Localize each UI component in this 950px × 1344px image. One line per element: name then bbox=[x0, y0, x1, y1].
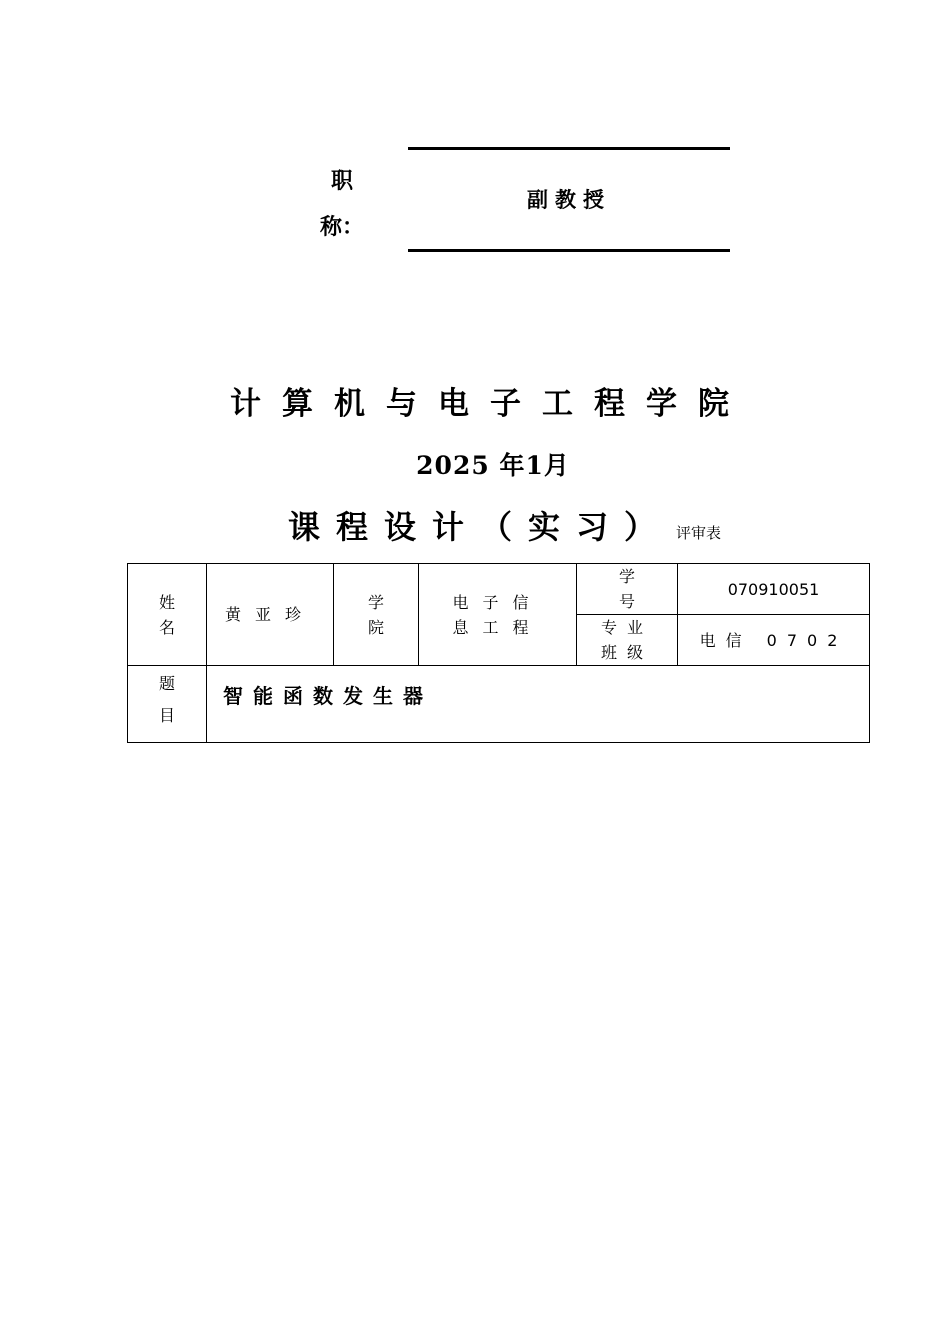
course-heading bbox=[288, 502, 721, 548]
title-underline-bottom bbox=[408, 249, 730, 252]
topic-label-line1: 题 bbox=[158, 674, 175, 693]
title-label-line1: 职 bbox=[330, 168, 353, 194]
title-field-value: 副教授 bbox=[527, 187, 611, 212]
student-id-label-line2: 号 bbox=[618, 592, 635, 611]
course-title: 课程设计（实习） bbox=[288, 508, 673, 546]
name-label-line1: 姓 bbox=[158, 592, 175, 612]
title-underline-top bbox=[408, 147, 730, 150]
student-id-value-cell: 070910051 bbox=[678, 564, 870, 615]
college-label-cell bbox=[334, 564, 419, 666]
class-label-line2: 班级 bbox=[600, 643, 653, 662]
title-label-line2: 称： bbox=[319, 214, 364, 240]
student-id-label-line1: 学 bbox=[618, 567, 635, 586]
topic-label-line2: 目 bbox=[158, 706, 175, 725]
student-id-label-cell bbox=[577, 564, 678, 615]
class-label-line1: 专业 bbox=[600, 618, 653, 637]
college-value-line1: 电子信 bbox=[452, 592, 543, 612]
name-label-cell bbox=[128, 564, 207, 666]
college-value-cell bbox=[419, 564, 577, 666]
class-label-cell bbox=[577, 615, 678, 666]
course-title-suffix: 评审表 bbox=[676, 524, 722, 542]
topic-label-cell bbox=[128, 666, 207, 743]
college-label-line1: 学 bbox=[367, 592, 384, 612]
report-date: 2025 年1月 bbox=[416, 451, 570, 480]
title-field-label bbox=[312, 158, 372, 250]
college-name: 计算机与电子工程学院 bbox=[230, 386, 750, 422]
name-label-line2: 名 bbox=[158, 617, 175, 637]
college-value-line2: 息工程 bbox=[452, 617, 543, 637]
class-value-cell: 电信 0702 bbox=[678, 615, 870, 666]
student-info-table bbox=[127, 563, 870, 743]
college-label-line2: 院 bbox=[367, 617, 384, 637]
topic-value-cell: 智能函数发生器 bbox=[207, 666, 870, 743]
name-value-cell: 黄亚珍 bbox=[207, 564, 334, 666]
